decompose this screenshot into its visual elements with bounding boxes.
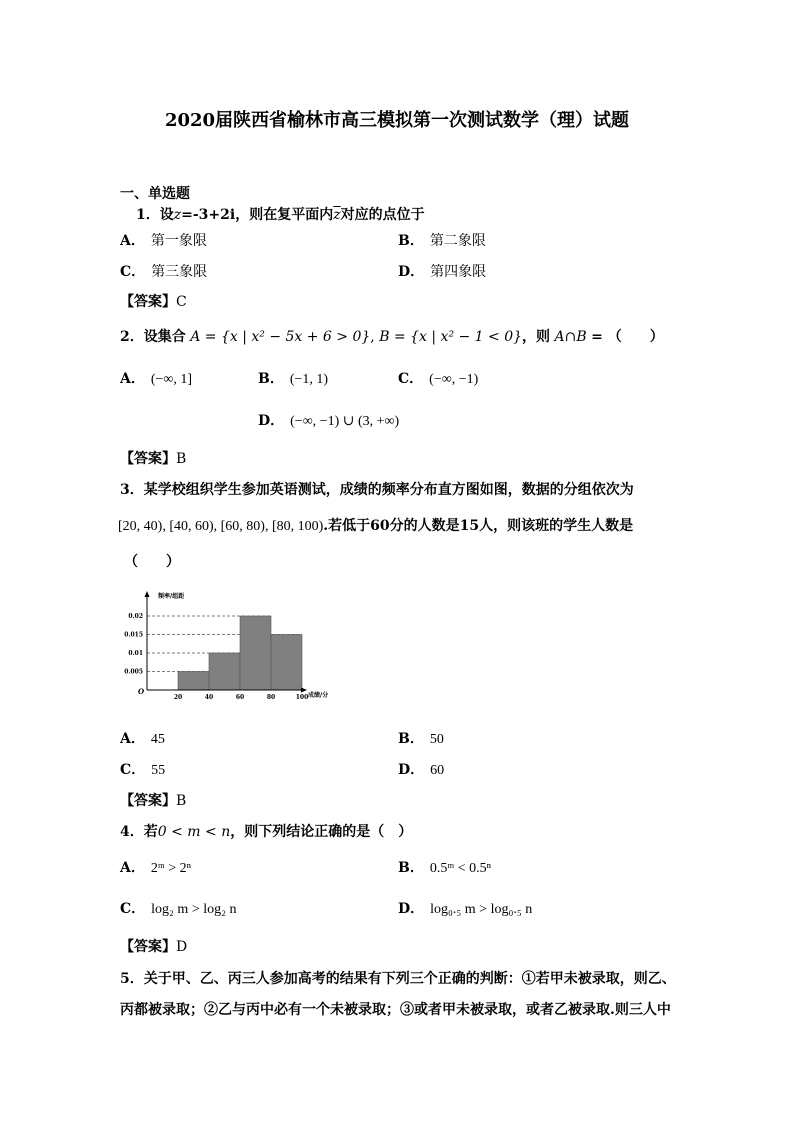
option-label: A． bbox=[120, 233, 145, 249]
option-label: D． bbox=[398, 264, 425, 280]
q1-option-c bbox=[120, 261, 207, 281]
q4-option-d bbox=[398, 898, 532, 918]
q1-answer bbox=[120, 291, 187, 311]
x-tick-label: 60 bbox=[235, 694, 245, 701]
q3-option-b bbox=[398, 728, 444, 748]
option-label: C． bbox=[398, 371, 424, 387]
q1-stem-b: =-3+2i，则在复平面内 bbox=[181, 207, 334, 223]
x-tick-label: 80 bbox=[266, 694, 276, 701]
answer-label: 【答案】 bbox=[120, 294, 176, 310]
y-tick-label: 0.01 bbox=[128, 650, 143, 657]
q1-stem-c: 对应的点位于 bbox=[340, 207, 425, 223]
histogram-bar bbox=[271, 635, 302, 691]
option-text: log₂ m > log₂ n bbox=[151, 902, 237, 917]
option-text: 第四象限 bbox=[430, 264, 487, 280]
answer-value: B bbox=[176, 793, 187, 809]
q4-condition: 0 < m < n bbox=[157, 824, 231, 840]
option-text: (−∞, −1) ∪ (3, +∞) bbox=[290, 414, 400, 429]
option-label: C． bbox=[120, 264, 146, 280]
option-text: (−1, 1) bbox=[289, 372, 329, 387]
y-axis-arrow bbox=[145, 591, 150, 597]
option-label: A． bbox=[120, 731, 145, 747]
q1-stem-a: 1．设 bbox=[136, 207, 174, 223]
question-5-line1: 5．关于甲、乙、丙三人参加高考的结果有下列三个正确的判断：①若甲未被录取，则乙、 bbox=[120, 971, 676, 987]
answer-label: 【答案】 bbox=[120, 793, 176, 809]
q2-expr: A∩B bbox=[554, 329, 587, 345]
option-label: C． bbox=[120, 762, 146, 778]
question-2-stem bbox=[120, 326, 664, 346]
q4-answer bbox=[120, 936, 187, 956]
q2-stem-c: = （ ） bbox=[591, 329, 664, 345]
answer-label: 【答案】 bbox=[120, 451, 176, 467]
q3-intervals: [20, 40), [40, 60), [60, 80), [80, 100) bbox=[118, 519, 324, 534]
question-5-line2: 丙都被录取；②乙与丙中必有一个未被录取；③或者甲未被录取，或者乙被录取.则三人中 bbox=[120, 1002, 671, 1018]
option-text: 第三象限 bbox=[151, 264, 208, 280]
q2-stem-b: ，则 bbox=[522, 329, 551, 345]
histogram-chart bbox=[118, 584, 348, 709]
option-text: 60 bbox=[430, 763, 445, 778]
option-label: D． bbox=[258, 413, 285, 429]
q2-option-a bbox=[120, 368, 192, 388]
histogram-bar bbox=[240, 616, 271, 690]
option-label: B． bbox=[398, 731, 424, 747]
y-tick-label: 0.005 bbox=[124, 668, 143, 676]
histogram-bar bbox=[178, 672, 209, 691]
y-tick-label: 0.015 bbox=[124, 631, 143, 639]
q4-option-b bbox=[398, 857, 491, 877]
q1-zbar: $\overline{z}$ bbox=[333, 207, 341, 223]
option-text: 55 bbox=[151, 763, 166, 778]
q4-option-c bbox=[120, 898, 236, 918]
option-label: D． bbox=[398, 901, 425, 917]
histogram-bar bbox=[209, 653, 240, 690]
q2-sep: , bbox=[370, 329, 375, 345]
q1-option-b bbox=[398, 230, 486, 250]
q2-option-b bbox=[258, 368, 328, 388]
q3-option-d bbox=[398, 759, 444, 779]
q3-answer bbox=[120, 790, 186, 810]
question-3-paren: （ ） bbox=[124, 554, 180, 570]
option-text: 45 bbox=[150, 732, 165, 747]
section-heading: 一、单选题 bbox=[120, 186, 190, 202]
x-tick-label: 20 bbox=[173, 694, 183, 701]
page-title: 2020届陕西省榆林市高三模拟第一次测试数学（理）试题 bbox=[164, 110, 630, 131]
q3-option-c bbox=[120, 759, 165, 779]
option-label: A． bbox=[120, 371, 145, 387]
q1-option-a bbox=[120, 230, 207, 250]
q4-stem-a: 4．若 bbox=[120, 824, 158, 840]
question-4-stem bbox=[120, 821, 412, 841]
answer-value: D bbox=[176, 939, 188, 955]
q3-stem-line2: .若低于60分的人数是15人，则该班的学生人数是 bbox=[323, 518, 634, 534]
option-text: log₀.₅ m > log₀.₅ n bbox=[430, 902, 533, 917]
question-3-stem-line2 bbox=[118, 515, 633, 535]
x-tick-label: 100 bbox=[295, 694, 309, 701]
q2-set-b: B = {x | x² − 1 < 0} bbox=[379, 329, 523, 345]
option-text: (−∞, 1] bbox=[150, 372, 193, 387]
q2-stem-a: 2．设集合 bbox=[120, 329, 186, 345]
q2-answer bbox=[120, 448, 186, 468]
q4-stem-b: ，则下列结论正确的是（ ） bbox=[230, 824, 413, 840]
q1-z: z bbox=[173, 207, 182, 223]
x-axis-label: 成绩/分 bbox=[308, 692, 329, 699]
origin-label: O bbox=[138, 687, 145, 696]
option-label: A． bbox=[120, 860, 145, 876]
option-label: B． bbox=[258, 371, 284, 387]
x-axis-arrow bbox=[301, 688, 307, 693]
option-label: D． bbox=[398, 762, 425, 778]
question-1-stem bbox=[136, 204, 425, 224]
answer-value: C bbox=[176, 294, 187, 310]
question-3-stem-line1: 3．某学校组织学生参加英语测试，成绩的频率分布直方图如图，数据的分组依次为 bbox=[120, 482, 634, 498]
option-text: 2ᵐ > 2ⁿ bbox=[150, 861, 192, 876]
y-tick-label: 0.02 bbox=[128, 613, 143, 620]
answer-label: 【答案】 bbox=[120, 939, 176, 955]
q2-option-d bbox=[258, 410, 399, 430]
q2-option-c bbox=[398, 368, 478, 388]
q4-option-a bbox=[120, 857, 191, 877]
y-axis-label: 频率/组距 bbox=[158, 593, 185, 600]
option-text: (−∞, −1) bbox=[429, 372, 479, 387]
option-text: 第一象限 bbox=[150, 233, 207, 249]
option-label: B． bbox=[398, 233, 424, 249]
q3-option-a bbox=[120, 728, 165, 748]
q1-option-d bbox=[398, 261, 486, 281]
option-text: 第二象限 bbox=[429, 233, 486, 249]
q2-set-a: A = {x | x² − 5x + 6 > 0} bbox=[190, 329, 371, 345]
x-tick-label: 40 bbox=[204, 694, 214, 701]
option-text: 50 bbox=[429, 732, 444, 747]
option-text: 0.5ᵐ < 0.5ⁿ bbox=[429, 861, 491, 876]
option-label: C． bbox=[120, 901, 146, 917]
option-label: B． bbox=[398, 860, 424, 876]
answer-value: B bbox=[176, 451, 187, 467]
